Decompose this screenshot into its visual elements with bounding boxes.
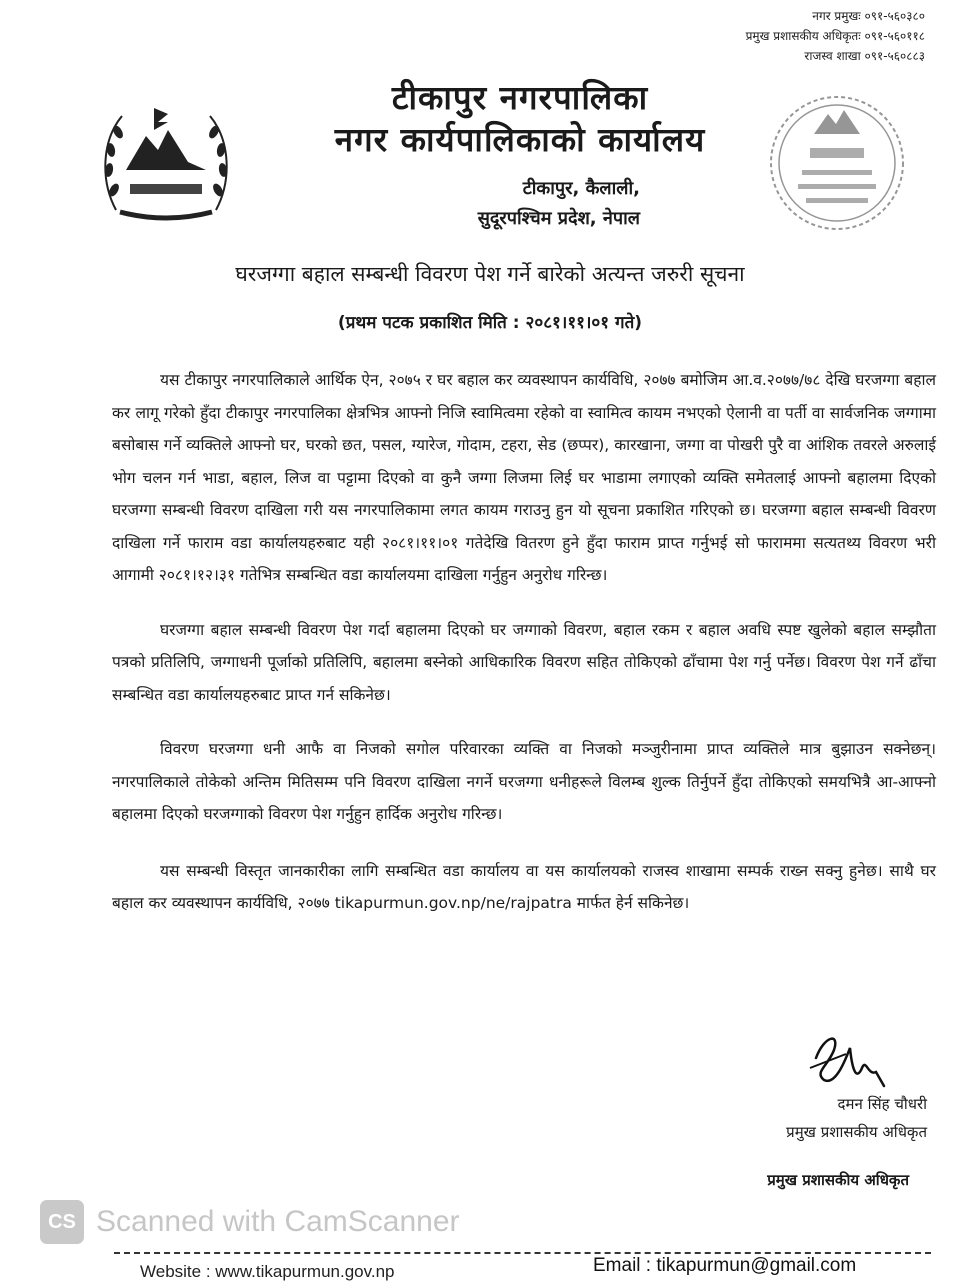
- contact-cao: प्रमुख प्रशासकीय अधिकृतः ०९१-५६०११८: [745, 29, 925, 43]
- office-heading: [300, 78, 740, 162]
- footer-divider: [114, 1252, 931, 1254]
- paragraph-4: यस सम्बन्धी विस्तृत जानकारीका लागि सम्बन्धित वडा कार्यालय वा यस कार्यालयको राजस्व शाखामा सम्पर्क राख्न सक्नु हुनेछ। साथै घर बहाल कर व्यवस्थापन कार्यविधि, २०७७ tikapurmun.gov.np/ne/rajpatra मार्फत हेर्न सकिनेछ।: [112, 861, 936, 912]
- nepal-emblem-icon: [96, 100, 236, 224]
- camscanner-watermark: [40, 1200, 460, 1244]
- address-line-2: सुदूरपश्चिम प्रदेश, नेपाल: [477, 208, 640, 229]
- contact-mayor: नगर प्रमुखः ०९१-५६०३८०: [812, 9, 925, 23]
- footer-email: Email : tikapurmun@gmail.com: [593, 1255, 857, 1276]
- office-name: नगर कार्यपालिकाको कार्यालय: [334, 120, 706, 159]
- designation-footer: प्रमुख प्रशासकीय अधिकृत: [767, 1171, 909, 1189]
- footer-website: Website : www.tikapurmun.gov.np: [140, 1262, 395, 1281]
- municipality-name: टीकापुर नगरपालिका: [391, 78, 649, 117]
- publication-date: (प्रथम पटक प्रकाशित मिति : २०८१।११।०१ गते): [337, 313, 643, 333]
- notice-title: घरजग्गा बहाल सम्बन्धी विवरण पेश गर्ने बारेको अत्यन्त जरुरी सूचना: [235, 262, 745, 286]
- signatory-designation: प्रमुख प्रशासकीय अधिकृत: [786, 1123, 927, 1141]
- contact-block: [746, 6, 925, 66]
- office-seal-stamp-icon: [762, 88, 912, 238]
- camscanner-logo-icon: CS: [40, 1200, 84, 1244]
- signatory-name: दमन सिंह चौधरी: [837, 1095, 927, 1113]
- paragraph-2: घरजग्गा बहाल सम्बन्धी विवरण पेश गर्दा बहालमा दिएको घर जग्गाको विवरण, बहाल रकम र बहाल अवधि स्पष्ट खुलेको बहाल सम्झौता पत्रको प्रतिलिपि, जग्गाधनी पूर्जाको प्रतिलिपि, बहालमा बस्नेको आधिकारिक विवरण सहित तोकिएको ढाँचामा पेश गर्नु पर्नेछ। विवरण पेश गर्ने ढाँचा सम्बन्धित वडा कार्यालयहरुबाट प्राप्त गर्न सकिनेछ।: [112, 620, 936, 704]
- paragraph-3: विवरण घरजग्गा धनी आफै वा निजको सगोल परिवारका व्यक्ति वा निजको मञ्जुरीनामा प्राप्त व्यक्तिले मात्र बुझाउन सक्नेछन्। नगरपालिकाले तोकेको अन्तिम मितिसम्म पनि विवरण दाखिला नगर्ने घरजग्गा धनीहरूले विलम्ब शुल्क तिर्नुपर्ने हुँदा तोकिएको समयभित्रै आ-आफ्नो बहालमा दिएको घरजग्गाको विवरण पेश गर्नुहुन हार्दिक अनुरोध गरिन्छ।: [112, 740, 936, 823]
- paragraph-1: यस टीकापुर नगरपालिकाले आर्थिक ऐन, २०७५ र घर बहाल कर व्यवस्थापन कार्यविधि, २०७७ बमोजिम आ.व.२०७७/७८ देखि घरजग्गा बहाल कर लागू गरेको हुँदा टीकापुर नगरपालिका क्षेत्रभित्र आफ्नो निजि स्वामित्वमा रहेको वा स्वामित्व कायम नभएको ऐलानी वा पर्ती वा सार्वजनिक जग्गामा बसोबास गर्ने व्यक्तिले आफ्नो घर, घरको छत, पसल, ग्यारेज, गोदाम, टहरा, सेड (छप्पर), कारखाना, जग्गा वा पोखरी पुरै वा आंशिक तवरले अरुलाई भोग चलन गर्न भाडा, बहाल, लिज वा पट्टामा दिएको वा कुनै जग्गा लिजमा लिई घर भाडामा लगाएको व्यक्ति समेतलाई आफ्नो बहालमा दिएको घरजग्गा सम्बन्धी विवरण दाखिला गरी यस नगरपालिकामा लगत कायम गराउनु हुन यो सूचना प्रकाशित गरिएको छ। घरजग्गा बहाल सम्बन्धी विवरण दाखिला गर्ने फाराम वडा कार्यालयहरुबाट यही २०८१।११।०१ गतेदेखि वितरण हुने हुँदा फाराम प्राप्त गर्नुभई सो फाराममा सत्यतथ्य विवरण भरी आगामी २०८१।१२।३१ गतेभित्र सम्बन्धित वडा कार्यालयमा दाखिला गर्नुहुन अनुरोध गरिन्छ।: [112, 371, 936, 584]
- address-line-1: टीकापुर, कैलाली,: [522, 178, 640, 199]
- notice-body: [112, 364, 936, 942]
- camscanner-label: Scanned with CamScanner: [96, 1205, 460, 1238]
- signature-icon: [806, 1028, 896, 1094]
- contact-revenue: राजस्व शाखा ०९१-५६०८८३: [804, 49, 925, 63]
